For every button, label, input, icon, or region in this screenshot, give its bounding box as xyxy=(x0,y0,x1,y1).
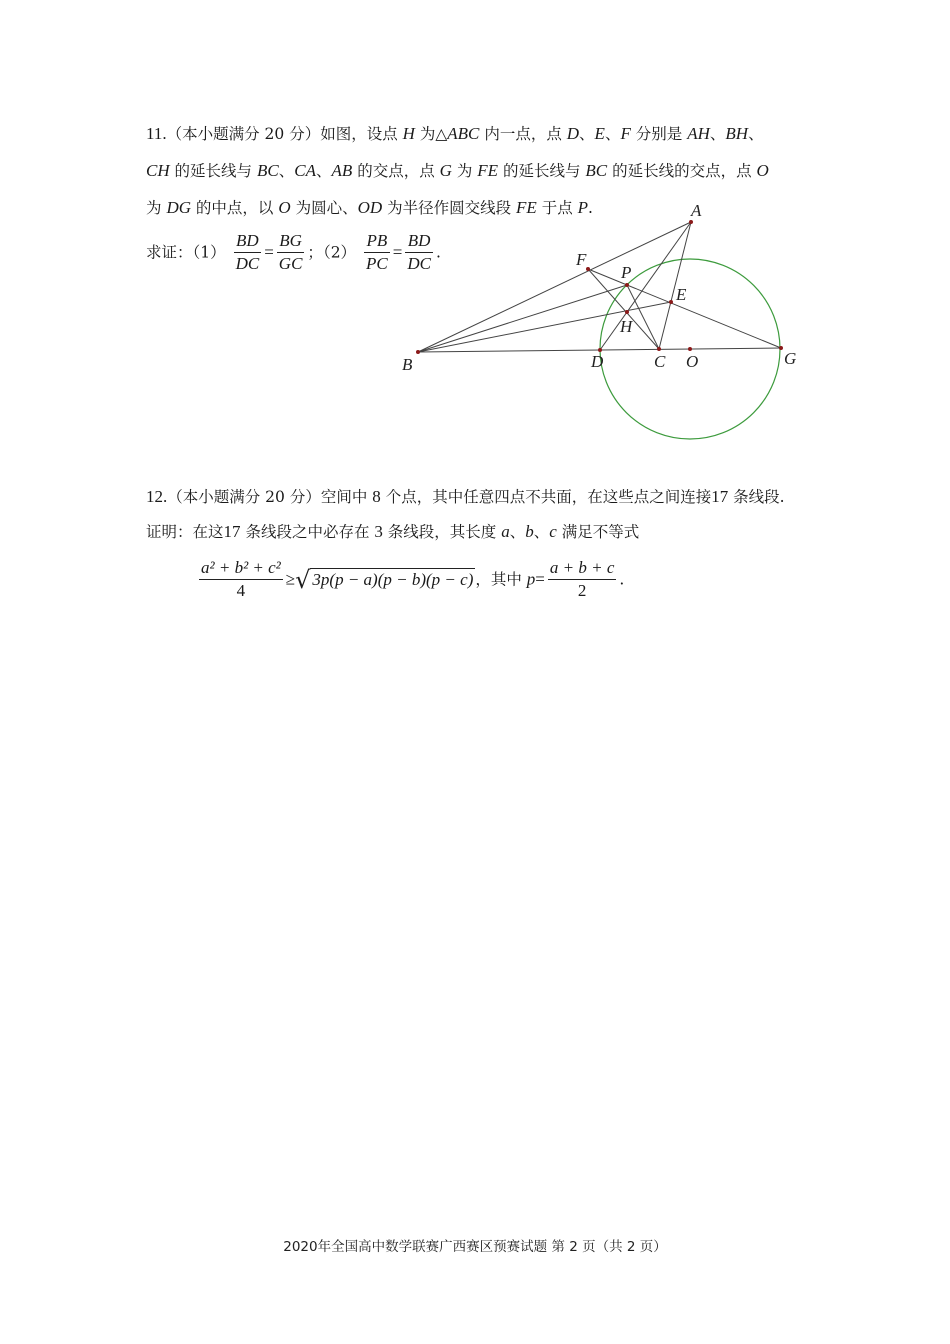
text: 的延长线与 xyxy=(498,162,586,180)
point-g xyxy=(779,346,783,350)
math-var: CA xyxy=(294,161,316,180)
label-f: F xyxy=(576,250,587,269)
text: 、 xyxy=(315,162,332,180)
text: 、 xyxy=(579,125,595,143)
math-var: O xyxy=(756,161,769,180)
text: 于点 xyxy=(536,199,578,217)
label-h: H xyxy=(620,317,633,336)
text: 如图，设点 xyxy=(320,125,403,143)
equals-sign: = xyxy=(392,242,403,262)
equals-sign: = xyxy=(535,569,545,589)
square-root xyxy=(295,566,475,594)
math-var: CH xyxy=(146,161,170,180)
denominator: DC xyxy=(407,254,431,273)
text: 个点，其中任意四点不共面，在这些点之间连接 xyxy=(380,488,712,506)
text: 、 xyxy=(709,125,726,143)
text: 、 xyxy=(509,523,526,541)
math-var: c xyxy=(549,522,557,541)
number: 17 xyxy=(711,487,729,506)
label-o: O xyxy=(686,352,699,371)
denominator: DC xyxy=(235,254,260,273)
segment-bp xyxy=(418,285,627,352)
prove-label: 求证： xyxy=(146,243,193,262)
point-f xyxy=(586,267,590,271)
number: 3 xyxy=(374,522,383,541)
point-o xyxy=(688,347,692,351)
text: 分别是 xyxy=(630,125,688,143)
part-1-label: （1） xyxy=(192,243,226,262)
text: 为 xyxy=(146,199,167,217)
math-var: H xyxy=(402,124,415,143)
text: 、 xyxy=(533,523,550,541)
text: 的延长线的交点，点 xyxy=(607,162,757,180)
problem-11-number: 11. xyxy=(146,124,167,143)
text: 的交点，点 xyxy=(352,162,440,180)
fraction-rhs xyxy=(548,557,617,602)
text: 为半径作圆交线段 xyxy=(382,199,516,217)
text: 条线段. xyxy=(728,488,785,506)
label-p: P xyxy=(621,263,632,282)
numerator: BG xyxy=(277,230,305,253)
point-e xyxy=(669,300,673,304)
label-b: B xyxy=(402,355,413,374)
math-var: OD xyxy=(357,198,383,217)
text: 条线段，其长度 xyxy=(382,523,502,541)
geq-sign: ≥ xyxy=(285,569,296,589)
point-a xyxy=(689,220,693,224)
math-var: BC xyxy=(585,161,608,180)
label-c: C xyxy=(654,352,666,371)
math-var: FE xyxy=(516,198,537,217)
radicand: 3p(p − a)(p − b)(p − c) xyxy=(312,570,474,589)
math-var: BH xyxy=(725,124,749,143)
denominator: GC xyxy=(278,254,303,273)
text: 证明：在这 xyxy=(146,523,224,541)
numerator: PB xyxy=(364,230,390,253)
fraction-lhs xyxy=(199,557,283,602)
label-e: E xyxy=(676,285,687,304)
text: 、 xyxy=(748,125,764,143)
segment-be xyxy=(418,302,671,352)
text: 的中点，以 xyxy=(191,199,279,217)
text: ； xyxy=(307,243,323,262)
text: . xyxy=(619,570,625,589)
text: 、 xyxy=(278,162,295,180)
segment-fg xyxy=(588,269,781,348)
problem-12-line-2 xyxy=(146,521,639,543)
text: 的延长线与 xyxy=(169,162,257,180)
page-footer: 2020年全国高中数学联赛广西赛区预赛试题 第 2 页（共 2 页） xyxy=(283,1239,667,1255)
text: 为 xyxy=(451,162,478,180)
math-var: b xyxy=(525,522,534,541)
text: 满足不等式 xyxy=(556,523,640,541)
text: ，其中 xyxy=(475,570,527,589)
text: 为△ xyxy=(414,125,448,143)
problem-12-formula xyxy=(196,557,624,602)
math-var: F xyxy=(620,124,631,143)
math-var: O xyxy=(278,198,291,217)
text: . xyxy=(435,243,441,262)
text: 为圆心、 xyxy=(290,199,358,217)
math-var: P xyxy=(577,198,589,217)
radical-sign: √ xyxy=(295,566,311,594)
number: 17 xyxy=(223,522,241,541)
numerator: a² + b² + c² xyxy=(199,557,283,580)
numerator: BD xyxy=(234,230,262,253)
math-var: DG xyxy=(166,198,191,217)
math-var: G xyxy=(439,161,452,180)
math-var: ABC xyxy=(447,124,480,143)
label-g: G xyxy=(784,349,797,368)
text: 空间中 xyxy=(320,488,373,506)
geometry-figure xyxy=(0,0,950,460)
numerator: BD xyxy=(405,230,433,253)
math-var: E xyxy=(594,124,605,143)
label-d: D xyxy=(591,352,604,371)
point-p xyxy=(625,283,629,287)
equals-sign: = xyxy=(264,242,274,262)
math-var: AB xyxy=(331,161,353,180)
numerator: a + b + c xyxy=(548,557,617,580)
denominator: 4 xyxy=(236,581,246,600)
math-var: FE xyxy=(477,161,499,180)
math-var: BC xyxy=(256,161,279,180)
text: 内一点，点 xyxy=(479,125,567,143)
text: . xyxy=(588,199,593,217)
point-h xyxy=(625,310,629,314)
problem-12-number: 12. xyxy=(146,487,168,506)
problem-12-line-1 xyxy=(146,486,785,508)
label-a: A xyxy=(691,201,702,220)
number: 8 xyxy=(372,487,381,506)
text: 、 xyxy=(604,125,621,143)
point-c xyxy=(657,347,661,351)
math-var: D xyxy=(566,124,580,143)
denominator: PC xyxy=(366,254,388,273)
text: 条线段之中必存在 xyxy=(240,523,375,541)
part-2-label: （2） xyxy=(322,243,357,262)
point-b xyxy=(416,350,420,354)
denominator: 2 xyxy=(577,581,587,600)
problem-11-header: （本小题满分 20 分） xyxy=(166,125,321,143)
segment-ba xyxy=(418,222,691,352)
problem-12-header: （本小题满分 20 分） xyxy=(167,488,321,506)
math-var: AH xyxy=(687,124,710,143)
math-var: a xyxy=(501,522,510,541)
math-var: p xyxy=(526,569,536,589)
